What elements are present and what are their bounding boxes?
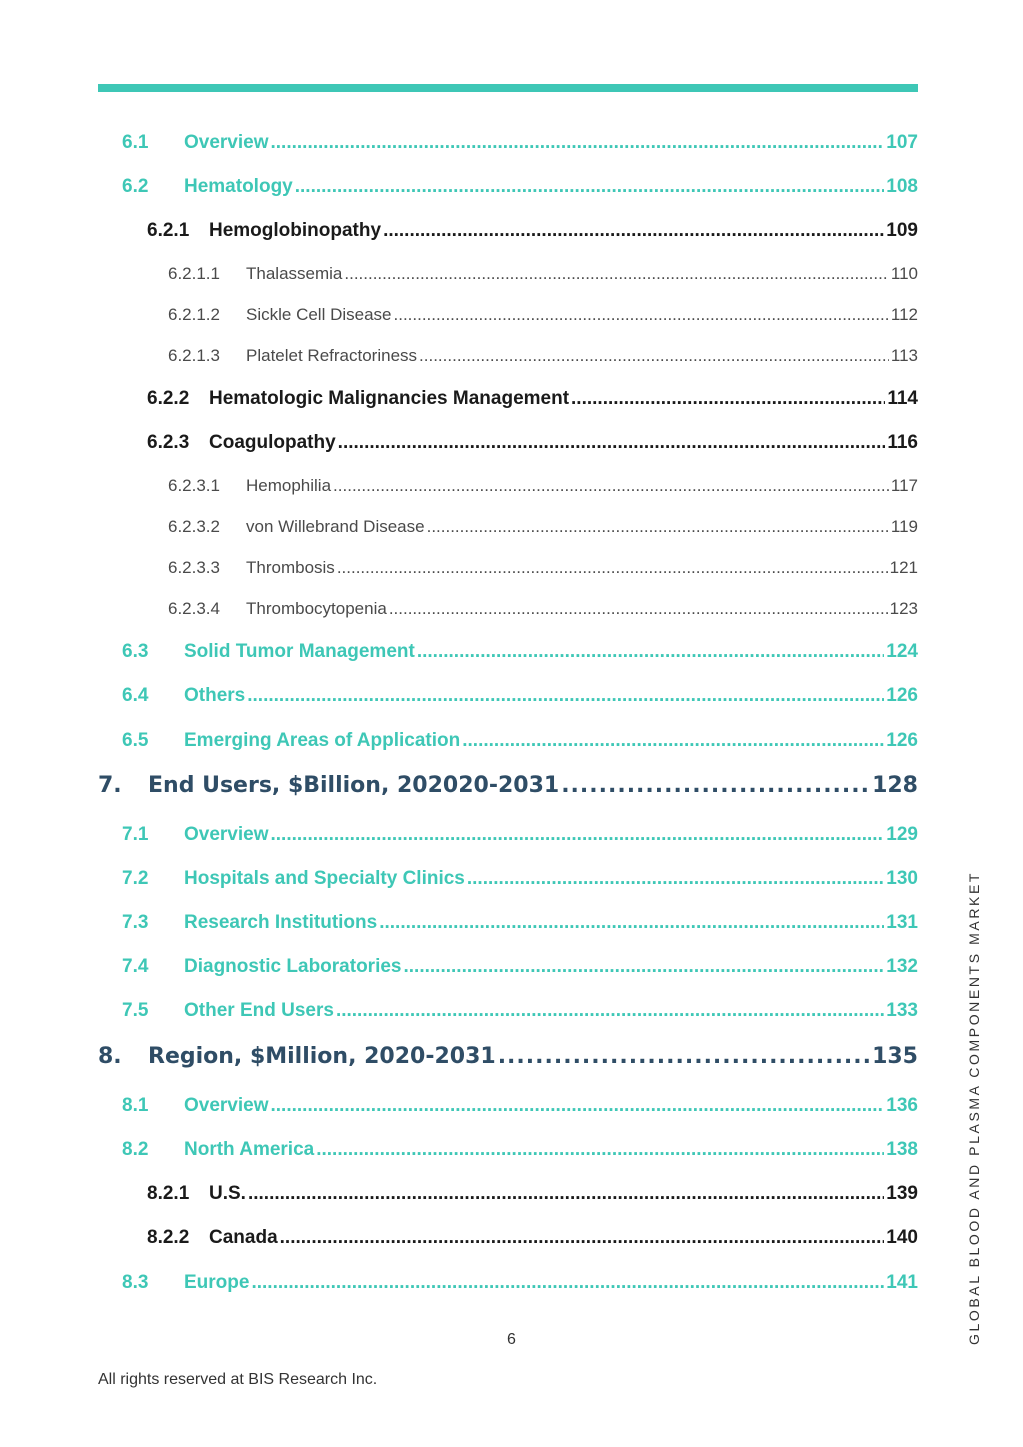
toc-entry-title: Others: [184, 685, 246, 706]
toc-entry-page: 117: [890, 476, 918, 495]
toc-entry-page: 110: [890, 264, 918, 283]
toc-entry-number: 6.3: [122, 641, 149, 662]
toc-entry-page: 113: [890, 346, 918, 365]
toc-leader-dots: [316, 1139, 884, 1161]
toc-entry-number: 6.2: [122, 176, 149, 197]
toc-entry-6-2-3-3[interactable]: [168, 558, 918, 580]
toc-entry-page: 135: [872, 1044, 918, 1069]
toc-entry-title: Europe: [184, 1272, 250, 1293]
toc-entry-title: Overview: [184, 132, 269, 153]
toc-entry-number: 6.1: [122, 132, 149, 153]
toc-leader-dots: [295, 176, 885, 198]
toc-leader-dots: [336, 1000, 884, 1022]
toc-entry-8[interactable]: [98, 1044, 918, 1074]
toc-leader-dots: [379, 912, 884, 934]
toc-entry-6-2-1-2[interactable]: [168, 305, 918, 327]
toc-entry-number: 7.4: [122, 956, 149, 977]
toc-entry-title: Region, $Million, 2020-2031: [148, 1044, 496, 1069]
toc-leader-dots: [271, 132, 885, 154]
toc-entry-page: 128: [872, 773, 918, 798]
toc-leader-dots: [383, 220, 884, 242]
toc-entry-number: 6.5: [122, 730, 149, 751]
toc-entry-title: North America: [184, 1139, 315, 1160]
toc-entry-6-4[interactable]: [122, 685, 918, 709]
toc-entry-title: Overview: [184, 1095, 269, 1116]
toc-entry-7-3[interactable]: [122, 912, 918, 936]
toc-leader-dots: [389, 599, 888, 619]
toc-entry-6-2-2[interactable]: [147, 388, 918, 412]
toc-entry-8-2-2[interactable]: [147, 1227, 918, 1251]
toc-leader-dots: [338, 432, 886, 454]
side-report-title: GLOBAL BLOOD AND PLASMA COMPONENTS MARKET: [966, 870, 982, 1345]
page-number: 6: [507, 1331, 516, 1348]
toc-entry-number: 6.2.1: [147, 220, 190, 241]
toc-entry-title: Emerging Areas of Application: [184, 730, 461, 751]
toc-entry-6-2-3-2[interactable]: [168, 517, 918, 539]
toc-leader-dots: [333, 476, 889, 496]
toc-entry-7-4[interactable]: [122, 956, 918, 980]
toc-entry-title: Hematologic Malignancies Management: [209, 388, 570, 409]
toc-entry-number: 6.4: [122, 685, 149, 706]
toc-entry-6-2-1-1[interactable]: [168, 264, 918, 286]
toc-entry-page: 121: [889, 558, 918, 577]
toc-entry-title: Hematology: [184, 176, 293, 197]
toc-entry-number: 7.5: [122, 1000, 149, 1021]
toc-leader-dots: [467, 868, 884, 890]
toc-leader-dots: [417, 641, 884, 663]
toc-entry-page: 136: [886, 1095, 918, 1116]
toc-entry-number: 8.1: [122, 1095, 149, 1116]
toc-entry-number: 6.2.3.1: [168, 476, 220, 495]
toc-entry-number: 8.3: [122, 1272, 149, 1293]
toc-entry-title: Thalassemia: [246, 264, 343, 283]
toc-entry-title: Solid Tumor Management: [184, 641, 415, 662]
toc-entry-page: 107: [886, 132, 918, 153]
toc-entry-8-1[interactable]: [122, 1095, 918, 1119]
toc-entry-title: End Users, $Billion, 202020-2031: [148, 773, 560, 798]
toc-leader-dots: [419, 346, 889, 366]
toc-entry-number: 6.2.3.4: [168, 599, 220, 618]
toc-entry-page: 131: [886, 912, 918, 933]
toc-entry-6-3[interactable]: [122, 641, 918, 665]
toc-leader-dots: [462, 730, 884, 752]
toc-entry-7-1[interactable]: [122, 824, 918, 848]
toc-entry-title: U.S.: [209, 1183, 246, 1204]
toc-entry-page: 132: [886, 956, 918, 977]
toc-entry-title: Sickle Cell Disease: [246, 305, 392, 324]
toc-entry-number: 6.2.3.2: [168, 517, 220, 536]
toc-entry-8-2-1[interactable]: [147, 1183, 918, 1207]
toc-entry-title: Other End Users: [184, 1000, 334, 1021]
toc-entry-number: 8.: [98, 1044, 122, 1069]
toc-entry-page: 133: [886, 1000, 918, 1021]
toc-entry-number: 7.2: [122, 868, 149, 889]
toc-entry-page: 109: [886, 220, 918, 241]
toc-leader-dots: [271, 1095, 885, 1117]
toc-entry-7-2[interactable]: [122, 868, 918, 892]
toc-leader-dots: [571, 388, 885, 410]
toc-entry-page: 116: [887, 432, 918, 453]
toc-leader-dots: [251, 1272, 884, 1294]
toc-entry-page: 141: [886, 1272, 918, 1293]
toc-entry-title: Thrombocytopenia: [246, 599, 387, 618]
toc-leader-dots: [271, 824, 885, 846]
toc-entry-number: 7.: [98, 773, 122, 798]
toc-entry-6-2-1-3[interactable]: [168, 346, 918, 368]
toc-entry-7-5[interactable]: [122, 1000, 918, 1024]
toc-entry-number: 6.2.1.3: [168, 346, 220, 365]
footer-copyright: All rights reserved at BIS Research Inc.: [98, 1371, 378, 1388]
toc-entry-title: Hemoglobinopathy: [209, 220, 382, 241]
toc-leader-dots: [344, 264, 889, 284]
toc-entry-page: 126: [886, 730, 918, 751]
toc-entry-page: 130: [886, 868, 918, 889]
toc-entry-number: 6.2.3: [147, 432, 190, 453]
toc-entry-title: Coagulopathy: [209, 432, 336, 453]
toc-entry-title: Overview: [184, 824, 269, 845]
toc-leader-dots: [394, 305, 889, 325]
toc-leader-dots: [561, 773, 870, 798]
toc-entry-6-2-3[interactable]: [147, 432, 918, 456]
toc-entry-number: 8.2.2: [147, 1227, 190, 1248]
toc-entry-number: 6.2.1.2: [168, 305, 220, 324]
toc-entry-number: 7.1: [122, 824, 149, 845]
toc-entry-number: 8.2.1: [147, 1183, 190, 1204]
toc-entry-page: 139: [886, 1183, 918, 1204]
toc-entry-title: Hospitals and Specialty Clinics: [184, 868, 465, 889]
toc-leader-dots: [337, 558, 888, 578]
toc-leader-dots: [498, 1044, 870, 1069]
toc-entry-page: 112: [890, 305, 918, 324]
toc-entry-6-2[interactable]: [122, 176, 918, 200]
toc-leader-dots: [404, 956, 885, 978]
toc-entry-title: Research Institutions: [184, 912, 378, 933]
toc-entry-title: Platelet Refractoriness: [246, 346, 418, 365]
top-accent-bar: [98, 84, 918, 92]
toc-entry-8-2[interactable]: [122, 1139, 918, 1163]
toc-leader-dots: [248, 1183, 884, 1205]
toc-entry-title: Canada: [209, 1227, 278, 1248]
toc-entry-number: 8.2: [122, 1139, 149, 1160]
toc-entry-page: 126: [886, 685, 918, 706]
toc-entry-page: 119: [890, 517, 918, 536]
toc-entry-page: 140: [886, 1227, 918, 1248]
toc-entry-6-2-3-4[interactable]: [168, 599, 918, 621]
toc-entry-title: Diagnostic Laboratories: [184, 956, 402, 977]
toc-leader-dots: [280, 1227, 885, 1249]
toc-entry-page: 123: [889, 599, 918, 618]
toc-entry-6-2-1[interactable]: [147, 220, 918, 244]
toc-entry-title: von Willebrand Disease: [246, 517, 425, 536]
toc-entry-number: 7.3: [122, 912, 149, 933]
toc-entry-number: 6.2.2: [147, 388, 190, 409]
toc-leader-dots: [427, 517, 889, 537]
toc-entry-8-3[interactable]: [122, 1272, 918, 1296]
toc-entry-page: 108: [886, 176, 918, 197]
toc-entry-6-1[interactable]: [122, 132, 918, 156]
toc-entry-6-2-3-1[interactable]: [168, 476, 918, 498]
toc-entry-page: 138: [886, 1139, 918, 1160]
toc-entry-page: 114: [887, 388, 918, 409]
toc-entry-page: 124: [886, 641, 918, 662]
toc-entry-7[interactable]: [98, 773, 918, 803]
toc-entry-6-5[interactable]: [122, 730, 918, 754]
toc-entry-title: Thrombosis: [246, 558, 335, 577]
toc-entry-page: 129: [886, 824, 918, 845]
toc-entry-number: 6.2.3.3: [168, 558, 220, 577]
toc-leader-dots: [247, 685, 884, 707]
toc-entry-title: Hemophilia: [246, 476, 332, 495]
toc-entry-number: 6.2.1.1: [168, 264, 220, 283]
